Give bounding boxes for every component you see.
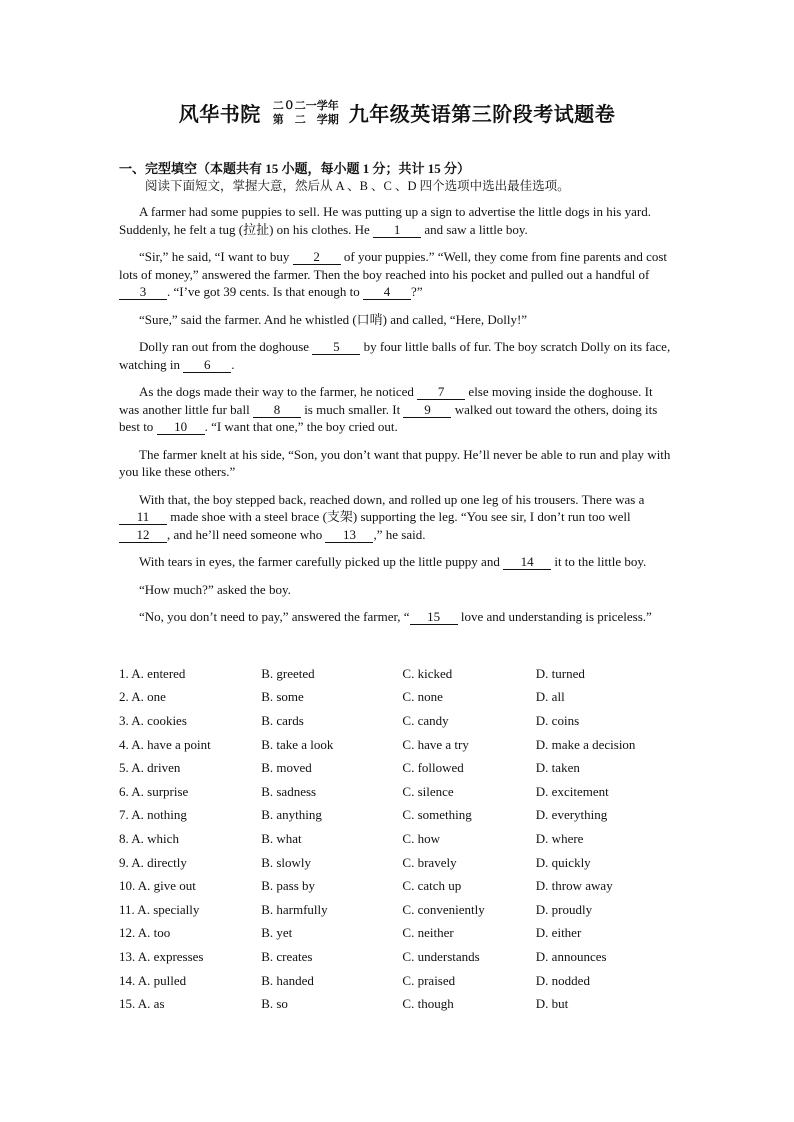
option-d: D. all: [535, 689, 565, 705]
option-c: C. praised: [402, 972, 456, 988]
option-c: C. bravely: [402, 854, 457, 870]
answer-blank: 11: [119, 510, 167, 525]
option-d: D. excitement: [535, 783, 609, 799]
section-instruction: 阅读下面短文，掌握大意，然后从 A 、B 、C 、D 四个选项中选出最佳选项。: [145, 179, 570, 193]
passage-paragraph: [119, 338, 674, 373]
section-heading: 一、完型填空（本题共有 15 小题，每小题 1 分；共计 15 分）: [119, 161, 471, 176]
passage-text: “Sure,” said the farmer. And he whistled (口哨) and called, “Here, Dolly!”: [139, 311, 528, 327]
option-b: B. cards: [261, 712, 304, 728]
option-b: B. what: [261, 830, 302, 846]
passage-text: “How much?” asked the boy.: [139, 581, 291, 597]
passage-text: ,” he said.: [373, 526, 426, 542]
option-c: C. have a try: [402, 736, 469, 752]
passage-text: it to the little boy.: [551, 554, 647, 569]
option-d: D. turned: [535, 665, 585, 681]
option-d: D. quickly: [535, 854, 591, 870]
option-a: 1. A. entered: [119, 665, 186, 681]
passage-text: else moving inside the doghouse. It was another little fur ball: [119, 384, 653, 417]
option-c: C. neither: [402, 925, 454, 941]
answer-blank: 3: [119, 285, 167, 300]
option-row: [119, 780, 679, 804]
option-row: [119, 851, 679, 875]
passage-paragraph: [119, 581, 674, 599]
option-a: 2. A. one: [119, 689, 166, 705]
option-a: 12. A. too: [119, 925, 171, 941]
answer-blank: 1: [373, 223, 421, 238]
answer-blank: 9: [403, 403, 451, 418]
option-c: C. followed: [402, 760, 464, 776]
option-row: [119, 733, 679, 757]
option-d: D. proudly: [535, 901, 593, 917]
passage-text: With that, the boy stepped back, reached down, and rolled up one leg of his trousers. There was a: [139, 491, 645, 507]
option-b: B. handed: [261, 972, 314, 988]
passage-paragraph: [119, 608, 674, 626]
answer-blank: 2: [293, 250, 341, 265]
option-d: D. make a decision: [535, 736, 636, 752]
option-b: B. take a look: [261, 736, 334, 752]
school-year-top: 二０二一学年: [272, 99, 339, 112]
option-c: C. something: [402, 807, 472, 823]
school-year: [273, 99, 339, 127]
school-year-bottom: 第 二 学期: [272, 113, 339, 126]
passage-text: A farmer had some puppies to sell. He was putting up a sign to advertise the little dogs in his yard. Suddenly, he felt a tug (拉扯) on his clothes. He: [119, 204, 651, 237]
option-a: 11. A. specially: [119, 901, 200, 917]
option-d: D. everything: [535, 807, 608, 823]
option-d: D. but: [535, 996, 569, 1012]
passage-text: and saw a little boy.: [421, 221, 528, 237]
option-d: D. coins: [535, 712, 580, 728]
option-row: [119, 756, 679, 780]
option-row: [119, 827, 679, 851]
option-a: 9. A. directly: [119, 854, 187, 870]
option-a: 13. A. expresses: [119, 948, 204, 964]
option-row: [119, 922, 679, 946]
option-b: B. pass by: [261, 878, 316, 894]
answer-blank: 8: [253, 403, 301, 418]
passage-paragraph: [119, 311, 674, 329]
passage-paragraph: [119, 553, 674, 571]
passage-paragraph: [119, 491, 674, 544]
passage-text: As the dogs made their way to the farmer, he noticed: [139, 384, 418, 399]
answer-blank: 12: [119, 528, 167, 543]
answer-blank: 10: [157, 420, 205, 435]
passage-paragraph: [119, 248, 674, 301]
option-a: 5. A. driven: [119, 760, 181, 776]
option-a: 3. A. cookies: [119, 712, 187, 728]
option-a: 6. A. surprise: [119, 783, 189, 799]
passage-text: . “I want that one,” the boy cried out.: [204, 419, 398, 434]
passage-text: love and understanding is priceless.”: [457, 609, 652, 624]
option-a: 15. A. as: [119, 996, 165, 1012]
passage-paragraph: [119, 383, 674, 436]
option-c: C. conveniently: [402, 901, 485, 917]
option-a: 14. A. pulled: [119, 972, 187, 988]
option-c: C. kicked: [402, 665, 453, 681]
option-row: [119, 898, 679, 922]
option-b: B. so: [261, 996, 288, 1012]
option-b: B. harmfully: [261, 901, 328, 917]
school-name: 风华书院: [178, 104, 261, 126]
option-c: C. candy: [402, 712, 449, 728]
exam-title: [0, 98, 794, 127]
passage-paragraph: [119, 446, 674, 481]
option-row: [119, 992, 679, 1016]
option-b: B. creates: [261, 948, 313, 964]
option-b: B. slowly: [261, 854, 312, 870]
passage-text: made shoe with a steel brace (支架) supporting the leg. “You see sir, I don’t run too well: [167, 509, 631, 524]
option-d: D. nodded: [535, 972, 590, 988]
cloze-passage: [119, 203, 674, 636]
option-d: D. either: [535, 925, 582, 941]
option-a: 8. A. which: [119, 830, 179, 846]
option-b: B. sadness: [261, 783, 317, 799]
passage-text: With tears in eyes, the farmer carefully picked up the little puppy and: [139, 554, 504, 569]
option-d: D. throw away: [535, 878, 613, 894]
passage-text: walked out toward the others, doing its best to: [119, 401, 658, 434]
option-row: [119, 969, 679, 993]
exam-name: 九年级英语第三阶段考试题卷: [348, 104, 616, 126]
answer-blank: 6: [183, 358, 231, 373]
passage-text: “Sir,” he said, “I want to buy: [139, 249, 293, 264]
passage-text: Dolly ran out from the doghouse: [139, 339, 313, 354]
passage-paragraph: [119, 203, 674, 238]
passage-text: , and he’ll need someone who: [167, 526, 326, 542]
option-c: C. though: [402, 996, 454, 1012]
passage-text: . “I’ve got 39 cents. Is that enough to: [167, 284, 364, 299]
passage-text: of your puppies.” “Well, they come from fine parents and cost lots of money,” answered the farmer. Then the boy reached into his pocket and pulled out a handful of: [119, 249, 668, 282]
option-b: B. yet: [261, 925, 293, 941]
option-c: C. none: [402, 689, 443, 705]
option-d: D. where: [535, 830, 584, 846]
passage-text: The farmer knelt at his side, “Son, you don’t want that puppy. He’ll never be able to run and play with you like these others.”: [119, 446, 671, 479]
passage-text: “No, you don’t need to pay,” answered the farmer, “: [139, 609, 410, 624]
option-b: B. greeted: [261, 665, 315, 681]
option-row: [119, 662, 679, 686]
option-a: 4. A. have a point: [119, 736, 211, 752]
option-d: D. taken: [535, 760, 580, 776]
answer-blank: 13: [325, 528, 373, 543]
option-b: B. moved: [261, 760, 312, 776]
option-b: B. anything: [261, 807, 322, 823]
option-d: D. announces: [535, 948, 607, 964]
answer-blank: 4: [363, 285, 411, 300]
option-c: C. how: [402, 830, 440, 846]
option-row: [119, 804, 679, 828]
answer-blank: 7: [417, 385, 465, 400]
passage-text: is much smaller. It: [300, 401, 404, 417]
answer-blank: 15: [410, 610, 458, 625]
answer-blank: 5: [312, 340, 360, 355]
option-row: [119, 709, 679, 733]
option-a: 7. A. nothing: [119, 807, 187, 823]
option-c: C. catch up: [402, 878, 462, 894]
option-row: [119, 686, 679, 710]
option-row: [119, 945, 679, 969]
option-b: B. some: [261, 689, 304, 705]
option-a: 10. A. give out: [119, 878, 196, 894]
answer-blank: 14: [503, 555, 551, 570]
passage-text: .: [231, 356, 235, 372]
option-row: [119, 874, 679, 898]
answer-options: [119, 662, 679, 1016]
passage-text: ?”: [411, 284, 423, 299]
option-c: C. silence: [402, 783, 454, 799]
passage-text: by four little balls of fur. The boy scratch Dolly on its face, watching in: [119, 339, 671, 372]
option-c: C. understands: [402, 948, 480, 964]
